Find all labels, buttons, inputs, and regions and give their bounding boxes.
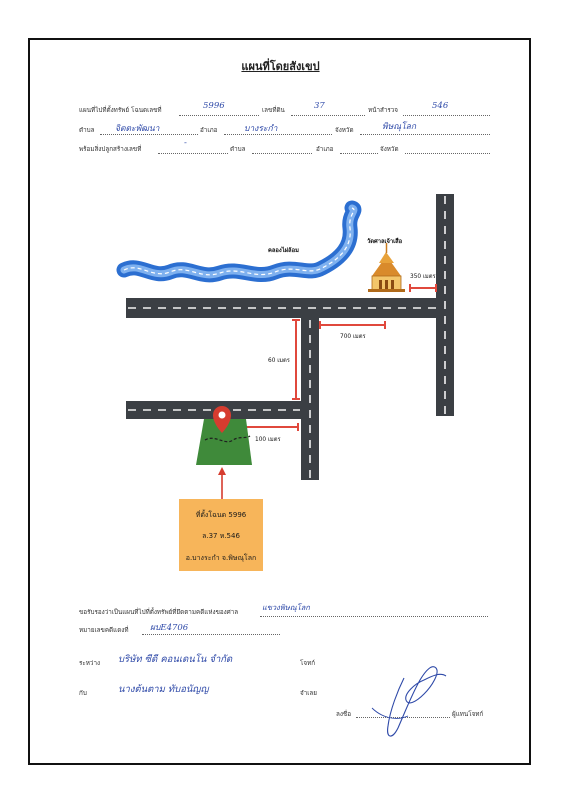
deed-number-label: แผนที่ไปที่ตั้งทรัพย์ โฉนดเลขที่ [79, 107, 162, 114]
land-number-label: เลขที่ดิน [262, 107, 285, 114]
callout-deed: ที่ตั้งโฉนด 5996 [195, 511, 247, 519]
building-number-label: พร้อมสิ่งปลูกสร้างเลขที่ [79, 146, 142, 153]
canal-label: คลองไผ่ล้อม [268, 248, 299, 254]
subdistrict-label: ตำบล [79, 127, 95, 134]
province-label: จังหวัด [335, 127, 354, 134]
defendant-name: นางต้นตาม ทับอนัญญ [118, 684, 209, 695]
building-province-label: จังหวัด [380, 146, 399, 153]
deed-number-value: 5996 [203, 101, 225, 111]
callout-land-page: ล.37 ห.546 [202, 532, 240, 540]
survey-page-label: หน้าสำรวจ [368, 107, 398, 114]
callout-location: อ.บางระกำ จ.พิษณุโลก [185, 554, 257, 562]
certification-label: ขอรับรองว่าเป็นแผนที่ไปที่ตั้งทรัพย์ที่ยึดตามคดีแห่งของศาล [79, 609, 239, 616]
distance-350-label: 350 เมตร [410, 274, 436, 280]
plaintiff-label: โจทก์ [300, 660, 316, 667]
case-number-value: ผบE4706 [150, 623, 189, 633]
plaintiff-name: บริษัท ซีดี คอนเดนโน จำกัด [118, 654, 233, 665]
with-label: กับ [79, 690, 87, 697]
province-value: พิษณุโลก [382, 122, 417, 132]
distance-60-label: 60 เมตร [268, 358, 290, 364]
district-value: บางระกำ [244, 124, 278, 134]
district-label: อำเภอ [200, 127, 218, 134]
court-value: แขวงพิษณุโลก [262, 603, 310, 612]
building-subdistrict-label: ตำบล [230, 146, 246, 153]
land-number-value: 37 [314, 101, 325, 111]
between-label: ระหว่าง [79, 660, 101, 667]
distance-700-label: 700 เมตร [340, 334, 366, 340]
temple-label: วัดศาลเจ้าเสือ [367, 239, 403, 245]
defendant-label: จำเลย [300, 690, 317, 697]
distance-100-label: 100 เมตร [255, 437, 281, 443]
case-number-label: หมายเลขคดีแดงที่ [79, 627, 129, 634]
representative-label: ผู้แทนโจทก์ [452, 711, 484, 718]
page-title: แผนที่โดยสังเขป [241, 60, 320, 73]
subdistrict-value: จิตตะพัฒนา [115, 124, 160, 134]
sign-label: ลงชื่อ [336, 711, 351, 718]
survey-page-value: 546 [432, 101, 449, 111]
building-number-value: - [184, 138, 187, 148]
building-district-label: อำเภอ [316, 146, 334, 153]
